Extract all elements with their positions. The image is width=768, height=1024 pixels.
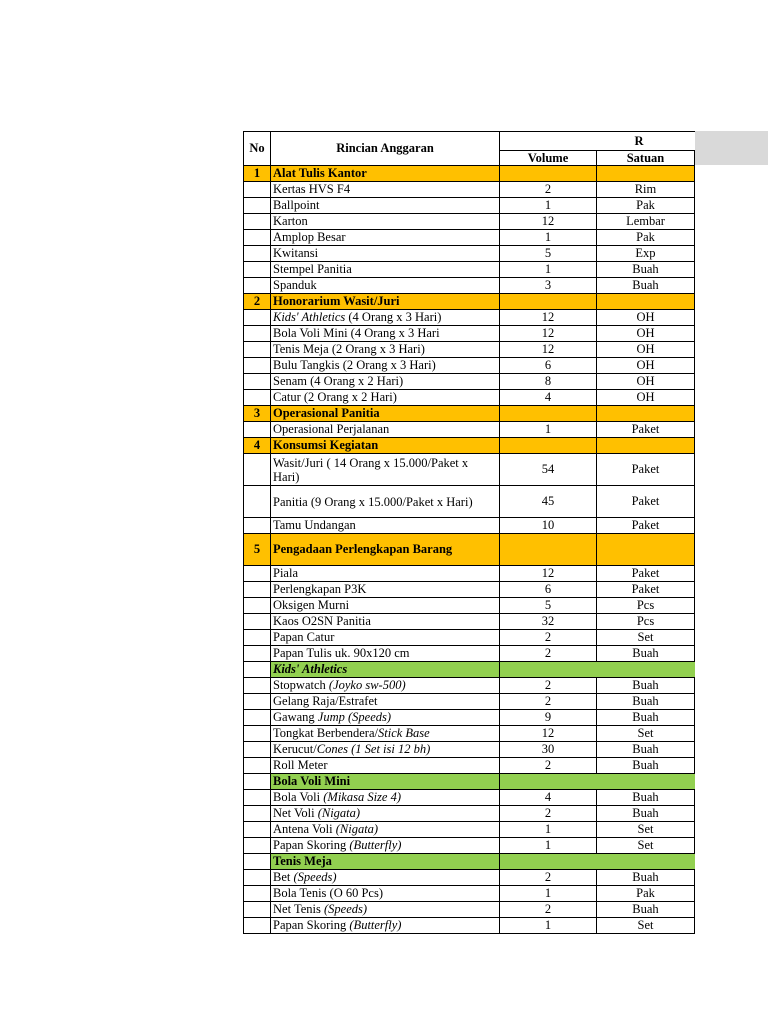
item-description-text: Bet <box>273 870 294 884</box>
subsection-fill-cell <box>500 854 696 870</box>
row-no-cell <box>244 390 271 406</box>
table-row <box>244 630 696 646</box>
item-satuan: Paket <box>597 422 695 438</box>
section-row <box>244 534 696 566</box>
row-no-cell <box>244 758 271 774</box>
table-row <box>244 806 696 822</box>
item-satuan: Exp <box>597 246 695 262</box>
gray-fill-cell <box>695 131 768 165</box>
section-satuan-cell <box>597 294 695 310</box>
item-description-text: Stopwatch <box>273 678 329 692</box>
item-extra-cell <box>695 758 696 774</box>
item-extra-cell <box>695 710 696 726</box>
item-extra-cell <box>695 518 696 534</box>
item-description: Piala <box>271 566 500 582</box>
row-no-cell <box>244 630 271 646</box>
row-no-cell <box>244 822 271 838</box>
row-no-cell <box>244 886 271 902</box>
item-volume: 1 <box>500 886 597 902</box>
item-description: Papan Catur <box>271 630 500 646</box>
row-no-cell <box>244 198 271 214</box>
item-satuan: Set <box>597 838 695 854</box>
table-row <box>244 710 696 726</box>
item-description-text: (4 Orang x 3 Hari) <box>345 310 442 324</box>
section-satuan-cell <box>597 438 695 454</box>
item-description: Bulu Tangkis (2 Orang x 3 Hari) <box>271 358 500 374</box>
table-row <box>244 198 696 214</box>
section-volume-cell <box>500 438 597 454</box>
table-row <box>244 310 696 326</box>
row-no-cell <box>244 598 271 614</box>
row-no-cell <box>244 358 271 374</box>
item-satuan: Buah <box>597 870 695 886</box>
item-satuan: Paket <box>597 486 695 518</box>
item-extra-cell <box>695 630 696 646</box>
item-volume: 2 <box>500 806 597 822</box>
section-extra-cell <box>695 406 696 422</box>
item-satuan: Buah <box>597 710 695 726</box>
item-extra-cell <box>695 694 696 710</box>
item-extra-cell <box>695 886 696 902</box>
item-description-italic: Jump (Speeds) <box>317 710 392 724</box>
item-satuan: Pak <box>597 198 695 214</box>
subsection-title: Bola Voli Mini <box>271 774 500 790</box>
item-extra-cell <box>695 742 696 758</box>
item-volume: 1 <box>500 198 597 214</box>
item-volume: 12 <box>500 566 597 582</box>
item-description: Tamu Undangan <box>271 518 500 534</box>
item-satuan: Paket <box>597 518 695 534</box>
item-volume: 12 <box>500 342 597 358</box>
item-volume: 8 <box>500 374 597 390</box>
item-description: Senam (4 Orang x 2 Hari) <box>271 374 500 390</box>
row-no-cell <box>244 678 271 694</box>
section-title: Operasional Panitia <box>271 406 500 422</box>
item-extra-cell <box>695 870 696 886</box>
item-satuan: OH <box>597 310 695 326</box>
row-no-cell <box>244 454 271 486</box>
item-satuan: Buah <box>597 262 695 278</box>
subsection-row <box>244 854 696 870</box>
header-row-top <box>244 132 696 151</box>
row-no-cell <box>244 742 271 758</box>
section-title: Konsumsi Kegiatan <box>271 438 500 454</box>
section-extra-cell <box>695 166 696 182</box>
item-extra-cell <box>695 902 696 918</box>
item-description-italic: (Mikasa Size 4) <box>323 790 402 804</box>
table-row <box>244 230 696 246</box>
item-volume: 10 <box>500 518 597 534</box>
row-no-cell <box>244 230 271 246</box>
item-satuan: Pcs <box>597 614 695 630</box>
item-extra-cell <box>695 918 696 934</box>
item-description: Catur (2 Orang x 2 Hari) <box>271 390 500 406</box>
item-volume: 32 <box>500 614 597 630</box>
budget-spreadsheet <box>243 131 695 968</box>
item-description-italic: (Speeds) <box>293 870 337 884</box>
table-row <box>244 182 696 198</box>
item-volume: 30 <box>500 742 597 758</box>
item-description-italic: (Joyko sw-500) <box>328 678 406 692</box>
row-no-cell <box>244 582 271 598</box>
row-no-cell <box>244 566 271 582</box>
section-satuan-cell <box>597 166 695 182</box>
item-satuan: Pak <box>597 230 695 246</box>
table-row <box>244 582 696 598</box>
item-extra-cell <box>695 422 696 438</box>
item-description: Kertas HVS F4 <box>271 182 500 198</box>
item-description <box>271 870 500 886</box>
table-row <box>244 838 696 854</box>
item-description: Kwitansi <box>271 246 500 262</box>
item-satuan: Paket <box>597 582 695 598</box>
table-row <box>244 486 696 518</box>
item-satuan: OH <box>597 358 695 374</box>
item-description-italic: Cones (1 Set isi 12 bh) <box>316 742 431 756</box>
item-description-text: Papan Skoring <box>273 918 350 932</box>
row-no-cell <box>244 278 271 294</box>
row-no-cell <box>244 918 271 934</box>
subsection-fill-cell <box>500 662 696 678</box>
row-no-cell <box>244 646 271 662</box>
section-title: Honorarium Wasit/Juri <box>271 294 500 310</box>
table-row <box>244 678 696 694</box>
item-volume: 12 <box>500 214 597 230</box>
item-extra-cell <box>695 310 696 326</box>
row-no-cell <box>244 726 271 742</box>
row-no-cell <box>244 214 271 230</box>
subsection-no-cell <box>244 774 271 790</box>
section-volume-cell <box>500 294 597 310</box>
item-volume: 2 <box>500 870 597 886</box>
item-extra-cell <box>695 246 696 262</box>
section-extra-cell <box>695 438 696 454</box>
table-row <box>244 918 696 934</box>
item-satuan: Buah <box>597 694 695 710</box>
item-volume: 1 <box>500 838 597 854</box>
section-number: 3 <box>244 406 271 422</box>
item-volume: 1 <box>500 918 597 934</box>
row-no-cell <box>244 694 271 710</box>
item-description <box>271 902 500 918</box>
table-row <box>244 790 696 806</box>
item-satuan: Rim <box>597 182 695 198</box>
item-volume: 1 <box>500 822 597 838</box>
item-volume: 12 <box>500 310 597 326</box>
item-volume: 6 <box>500 582 597 598</box>
row-no-cell <box>244 310 271 326</box>
item-extra-cell <box>695 838 696 854</box>
item-satuan: Buah <box>597 902 695 918</box>
item-description <box>271 806 500 822</box>
item-volume: 2 <box>500 694 597 710</box>
item-description-italic: (Butterfly) <box>349 838 402 852</box>
item-extra-cell <box>695 214 696 230</box>
item-extra-cell <box>695 230 696 246</box>
item-description: Bola Tenis (O 60 Pcs) <box>271 886 500 902</box>
item-satuan: Paket <box>597 566 695 582</box>
table-row <box>244 390 696 406</box>
item-satuan: Buah <box>597 278 695 294</box>
item-description: Spanduk <box>271 278 500 294</box>
item-description-italic: Stick Base <box>378 726 430 740</box>
section-number: 5 <box>244 534 271 566</box>
item-extra-cell <box>695 262 696 278</box>
item-volume: 4 <box>500 390 597 406</box>
section-satuan-cell <box>597 406 695 422</box>
table-row <box>244 374 696 390</box>
item-extra-cell <box>695 198 696 214</box>
item-volume: 2 <box>500 646 597 662</box>
item-extra-cell <box>695 390 696 406</box>
subsection-no-cell <box>244 854 271 870</box>
row-no-cell <box>244 326 271 342</box>
subsection-title <box>271 662 500 678</box>
item-extra-cell <box>695 278 696 294</box>
item-volume: 2 <box>500 758 597 774</box>
item-description: Amplop Besar <box>271 230 500 246</box>
item-description <box>271 742 500 758</box>
item-description: Stempel Panitia <box>271 262 500 278</box>
item-volume: 1 <box>500 422 597 438</box>
header-extra <box>695 151 696 166</box>
row-no-cell <box>244 838 271 854</box>
row-no-cell <box>244 342 271 358</box>
item-description-text: Gawang <box>273 710 318 724</box>
item-satuan: OH <box>597 390 695 406</box>
item-extra-cell <box>695 678 696 694</box>
item-description-text: Tongkat Berbendera/ <box>273 726 378 740</box>
row-no-cell <box>244 422 271 438</box>
item-volume: 2 <box>500 182 597 198</box>
item-description <box>271 838 500 854</box>
header-volume: Volume <box>500 151 597 166</box>
item-description: Karton <box>271 214 500 230</box>
subsection-no-cell <box>244 662 271 678</box>
item-description: Kaos O2SN Panitia <box>271 614 500 630</box>
item-description <box>271 918 500 934</box>
table-row <box>244 758 696 774</box>
table-row <box>244 870 696 886</box>
row-no-cell <box>244 614 271 630</box>
item-description: Ballpoint <box>271 198 500 214</box>
header-group: R <box>500 132 696 151</box>
item-extra-cell <box>695 646 696 662</box>
table-row <box>244 262 696 278</box>
section-row <box>244 438 696 454</box>
row-no-cell <box>244 902 271 918</box>
item-volume: 2 <box>500 630 597 646</box>
table-row <box>244 278 696 294</box>
item-description-text: Bola Voli <box>273 790 324 804</box>
item-satuan: Set <box>597 630 695 646</box>
item-description: Tenis Meja (2 Orang x 3 Hari) <box>271 342 500 358</box>
table-row <box>244 214 696 230</box>
item-extra-cell <box>695 566 696 582</box>
item-extra-cell <box>695 790 696 806</box>
row-no-cell <box>244 870 271 886</box>
item-description: Operasional Perjalanan <box>271 422 500 438</box>
section-row <box>244 406 696 422</box>
item-satuan: Set <box>597 918 695 934</box>
item-description: Panitia (9 Orang x 15.000/Paket x Hari) <box>271 486 500 518</box>
item-description <box>271 726 500 742</box>
item-description: Roll Meter <box>271 758 500 774</box>
item-satuan: OH <box>597 374 695 390</box>
item-description: Papan Tulis uk. 90x120 cm <box>271 646 500 662</box>
item-description-text: Net Tenis <box>273 902 324 916</box>
section-number: 2 <box>244 294 271 310</box>
table-row <box>244 598 696 614</box>
table-row <box>244 822 696 838</box>
item-description: Perlengkapan P3K <box>271 582 500 598</box>
item-description <box>271 710 500 726</box>
item-description-italic: (Butterfly) <box>349 918 402 932</box>
section-extra-cell <box>695 534 696 566</box>
table-row <box>244 646 696 662</box>
item-volume: 45 <box>500 486 597 518</box>
item-description: Bola Voli Mini (4 Orang x 3 Hari <box>271 326 500 342</box>
item-extra-cell <box>695 582 696 598</box>
table-row <box>244 614 696 630</box>
item-extra-cell <box>695 182 696 198</box>
item-volume: 1 <box>500 230 597 246</box>
item-extra-cell <box>695 598 696 614</box>
item-extra-cell <box>695 454 696 486</box>
item-description-italic: (Speeds) <box>323 902 368 916</box>
item-description-text: Net Voli <box>273 806 318 820</box>
table-row <box>244 902 696 918</box>
item-description: Wasit/Juri ( 14 Orang x 15.000/Paket x Hari) <box>271 454 500 486</box>
item-volume: 3 <box>500 278 597 294</box>
item-description-text: Kerucut/ <box>273 742 317 756</box>
table-row <box>244 566 696 582</box>
item-description: Gelang Raja/Estrafet <box>271 694 500 710</box>
item-satuan: OH <box>597 326 695 342</box>
item-satuan: Set <box>597 726 695 742</box>
item-volume: 5 <box>500 246 597 262</box>
item-extra-cell <box>695 374 696 390</box>
item-volume: 5 <box>500 598 597 614</box>
item-volume: 54 <box>500 454 597 486</box>
row-no-cell <box>244 486 271 518</box>
subsection-row <box>244 774 696 790</box>
item-volume: 2 <box>500 902 597 918</box>
item-satuan: Lembar <box>597 214 695 230</box>
item-volume: 1 <box>500 262 597 278</box>
section-title: Alat Tulis Kantor <box>271 166 500 182</box>
item-volume: 6 <box>500 358 597 374</box>
table-row <box>244 454 696 486</box>
table-row <box>244 518 696 534</box>
table-row <box>244 742 696 758</box>
section-row <box>244 294 696 310</box>
item-extra-cell <box>695 342 696 358</box>
table-row <box>244 326 696 342</box>
row-no-cell <box>244 710 271 726</box>
budget-table <box>243 131 695 934</box>
item-description-text: Antena Voli <box>273 822 336 836</box>
row-no-cell <box>244 374 271 390</box>
row-no-cell <box>244 806 271 822</box>
item-satuan: Pak <box>597 886 695 902</box>
section-volume-cell <box>500 166 597 182</box>
section-number: 1 <box>244 166 271 182</box>
row-no-cell <box>244 182 271 198</box>
item-satuan: Buah <box>597 646 695 662</box>
row-no-cell <box>244 262 271 278</box>
item-extra-cell <box>695 806 696 822</box>
item-extra-cell <box>695 726 696 742</box>
item-description: Oksigen Murni <box>271 598 500 614</box>
item-satuan: Buah <box>597 678 695 694</box>
item-satuan: Buah <box>597 758 695 774</box>
table-row <box>244 358 696 374</box>
item-description <box>271 790 500 806</box>
item-satuan: Buah <box>597 790 695 806</box>
row-no-cell <box>244 246 271 262</box>
item-volume: 12 <box>500 726 597 742</box>
item-extra-cell <box>695 486 696 518</box>
header-satuan: Satuan <box>597 151 695 166</box>
item-extra-cell <box>695 614 696 630</box>
item-volume: 9 <box>500 710 597 726</box>
table-row <box>244 342 696 358</box>
item-extra-cell <box>695 822 696 838</box>
item-satuan: Buah <box>597 806 695 822</box>
section-extra-cell <box>695 294 696 310</box>
table-row <box>244 246 696 262</box>
subsection-title-text: Kids' Athletics <box>273 662 348 676</box>
section-volume-cell <box>500 534 597 566</box>
section-row <box>244 166 696 182</box>
item-description <box>271 678 500 694</box>
item-description <box>271 822 500 838</box>
section-satuan-cell <box>597 534 695 566</box>
subsection-title: Tenis Meja <box>271 854 500 870</box>
item-volume: 12 <box>500 326 597 342</box>
item-description <box>271 310 500 326</box>
item-description-italic: (Nigata) <box>335 822 379 836</box>
header-no: No <box>244 132 271 166</box>
row-no-cell <box>244 790 271 806</box>
table-row <box>244 422 696 438</box>
item-satuan: Buah <box>597 742 695 758</box>
row-no-cell <box>244 518 271 534</box>
table-row <box>244 886 696 902</box>
section-title: Pengadaan Perlengkapan Barang <box>271 534 500 566</box>
section-volume-cell <box>500 406 597 422</box>
item-extra-cell <box>695 358 696 374</box>
subsection-fill-cell <box>500 774 696 790</box>
item-satuan: Set <box>597 822 695 838</box>
item-description-italic: Kids' Athletics <box>273 310 346 324</box>
subsection-row <box>244 662 696 678</box>
item-description-italic: (Nigata) <box>317 806 361 820</box>
table-row <box>244 694 696 710</box>
item-extra-cell <box>695 326 696 342</box>
item-satuan: Pcs <box>597 598 695 614</box>
item-description-text: Papan Skoring <box>273 838 350 852</box>
item-volume: 4 <box>500 790 597 806</box>
header-rincian: Rincian Anggaran <box>271 132 500 166</box>
table-row <box>244 726 696 742</box>
item-satuan: OH <box>597 342 695 358</box>
item-satuan: Paket <box>597 454 695 486</box>
item-volume: 2 <box>500 678 597 694</box>
section-number: 4 <box>244 438 271 454</box>
